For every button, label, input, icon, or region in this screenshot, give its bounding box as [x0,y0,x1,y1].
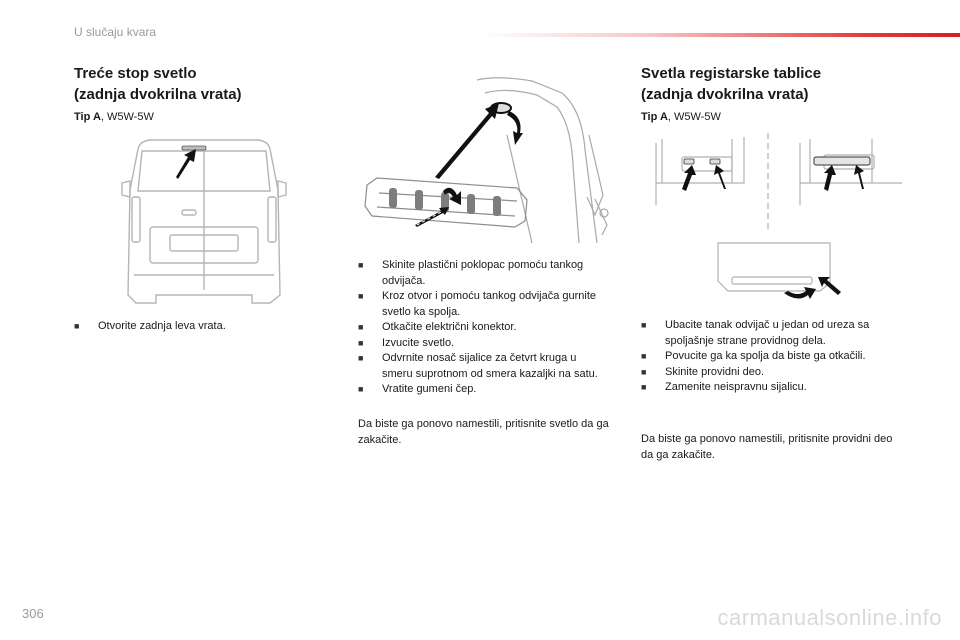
square-bullet-icon: ■ [641,382,647,392]
header-title: U slučaju kvara [74,25,157,39]
right-step-text: Zamenite neispravnu sijalicu. [665,381,807,393]
middle-step [358,320,610,336]
watermark: carmanualsonline.info [717,605,942,630]
square-bullet-icon: ■ [358,322,364,332]
right-note: Da biste ga ponovo namestili, pritisnite providni deo da ga zakačite. [641,433,893,461]
middle-step [358,336,610,352]
square-bullet-icon: ■ [358,337,364,348]
middle-step-text: Odvrnite nosač sijalice za četvrt kruga u smeru suprotnom od smera kazaljki na satu. [382,352,598,380]
right-heading-line2: (zadnja dvokrilna vrata) [641,86,809,103]
right-heading [641,63,821,105]
middle-step-text: Vratite gumeni čep. [382,383,477,395]
right-step [641,318,903,349]
square-bullet-icon: ■ [358,260,364,270]
arrow-icon [176,149,196,179]
middle-step [358,258,610,289]
square-bullet-icon: ■ [358,353,364,363]
middle-step [358,382,610,398]
square-bullet-icon: ■ [641,366,647,377]
left-tip-value: , W5W-5W [100,111,154,123]
header-accent-bar [480,33,960,37]
arrow-icon [714,165,726,189]
square-bullet-icon: ■ [358,291,364,301]
middle-step-text: Kroz otvor i pomoću tankog odvijača gurnite svetlo ka spolja. [382,290,597,318]
van-rear-illustration [110,135,295,307]
left-heading [74,63,242,105]
right-step [641,365,903,381]
left-tip [74,111,154,123]
square-bullet-icon: ■ [74,321,80,331]
left-tip-label: Tip A [74,111,101,123]
arrow-icon [682,165,696,191]
square-bullet-icon: ■ [641,351,647,361]
right-step-text: Skinite providni deo. [665,365,765,378]
middle-step [358,289,610,320]
arrow-icon [784,287,816,299]
left-steps [74,319,294,335]
right-step [641,349,903,365]
right-step [641,380,903,396]
arrow-icon [507,111,523,145]
middle-step-text: Skinite plastični poklopac pomoću tankog odvijača. [382,259,584,287]
middle-note: Da biste ga ponovo namestili, pritisnite svetlo da ga zakačite. [358,418,609,446]
right-step-text: Povucite ga ka spolja da biste ga otkačili. [665,350,866,362]
square-bullet-icon: ■ [358,384,364,394]
middle-step-text: Izvucite svetlo. [382,336,455,349]
right-tip-value: , W5W-5W [667,111,721,123]
right-steps [641,318,903,396]
right-heading-line1: Svetla registarske tablice [641,65,822,82]
left-heading-line1: Treće stop svetlo [74,65,197,82]
middle-steps [358,258,610,398]
right-tip-label: Tip A [641,111,668,123]
arrow-icon [435,103,499,179]
third-brake-light-illustration [357,75,612,245]
middle-step-text: Otkačite električni konektor. [382,321,517,333]
right-tip [641,111,721,123]
license-plate-light-illustration [652,133,907,305]
right-step-text: Ubacite tanak odvijač u jedan od ureza sa spoljašnje strane providnog dela. [665,319,870,347]
left-step [74,319,294,335]
left-step-text: Otvorite zadnja leva vrata. [98,320,226,332]
left-heading-line2: (zadnja dvokrilna vrata) [74,86,242,103]
square-bullet-icon: ■ [641,320,647,330]
middle-step [358,351,610,382]
page-number: 306 [22,606,44,621]
